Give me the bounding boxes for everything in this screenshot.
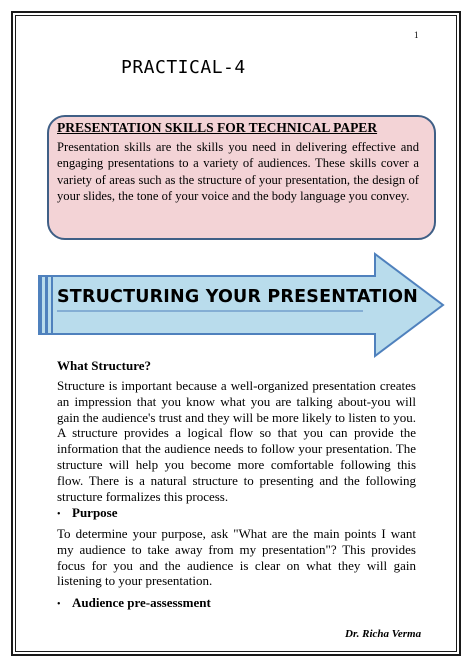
- what-structure-body: Structure is important because a well-organized presentation creates an impression that you know what you are talking about-you will gain the audience's trust and they will be more likely to listen to you. A structure provides a logical flow so that you can provide the information that the audience needs to follow your presentation. The structure will help you become more comfortable following this flow. There is a natural structure to presenting and the following structure formalizes this process.: [57, 378, 416, 504]
- bullet-dot-icon: •: [57, 599, 61, 610]
- bullet-audience: [57, 595, 211, 611]
- banner-stripe-2: [45, 276, 48, 334]
- practical-title: PRACTICAL-4: [121, 57, 246, 78]
- callout-body: Presentation skills are the skills you need in delivering effective and engaging presentations to a variety of audiences. These skills cover a variety of areas such as the structure of your presentation, the design of your slides, the tone of your voice and the body language you convey.: [57, 140, 419, 203]
- banner-stripe-1: [39, 276, 42, 334]
- banner-stripe-3: [51, 276, 53, 334]
- banner-title: STRUCTURING YOUR PRESENTATION: [57, 287, 419, 307]
- bullet-purpose-label: Purpose: [72, 505, 118, 520]
- bullet-audience-label: Audience pre-assessment: [72, 595, 211, 610]
- bullet-dot-icon: •: [57, 509, 61, 520]
- what-structure-heading: What Structure?: [57, 358, 152, 373]
- page-number: 1: [414, 30, 419, 40]
- bullet-purpose: [57, 505, 118, 521]
- purpose-body: To determine your purpose, ask "What are the main points I want my audience to take away from my presentation"? This provides focus for you and the audience is clear on what they will gain listening to your presentation.: [57, 526, 416, 589]
- callout-heading: PRESENTATION SKILLS FOR TECHNICAL PAPER: [57, 120, 378, 135]
- author-signature: Dr. Richa Verma: [345, 628, 422, 640]
